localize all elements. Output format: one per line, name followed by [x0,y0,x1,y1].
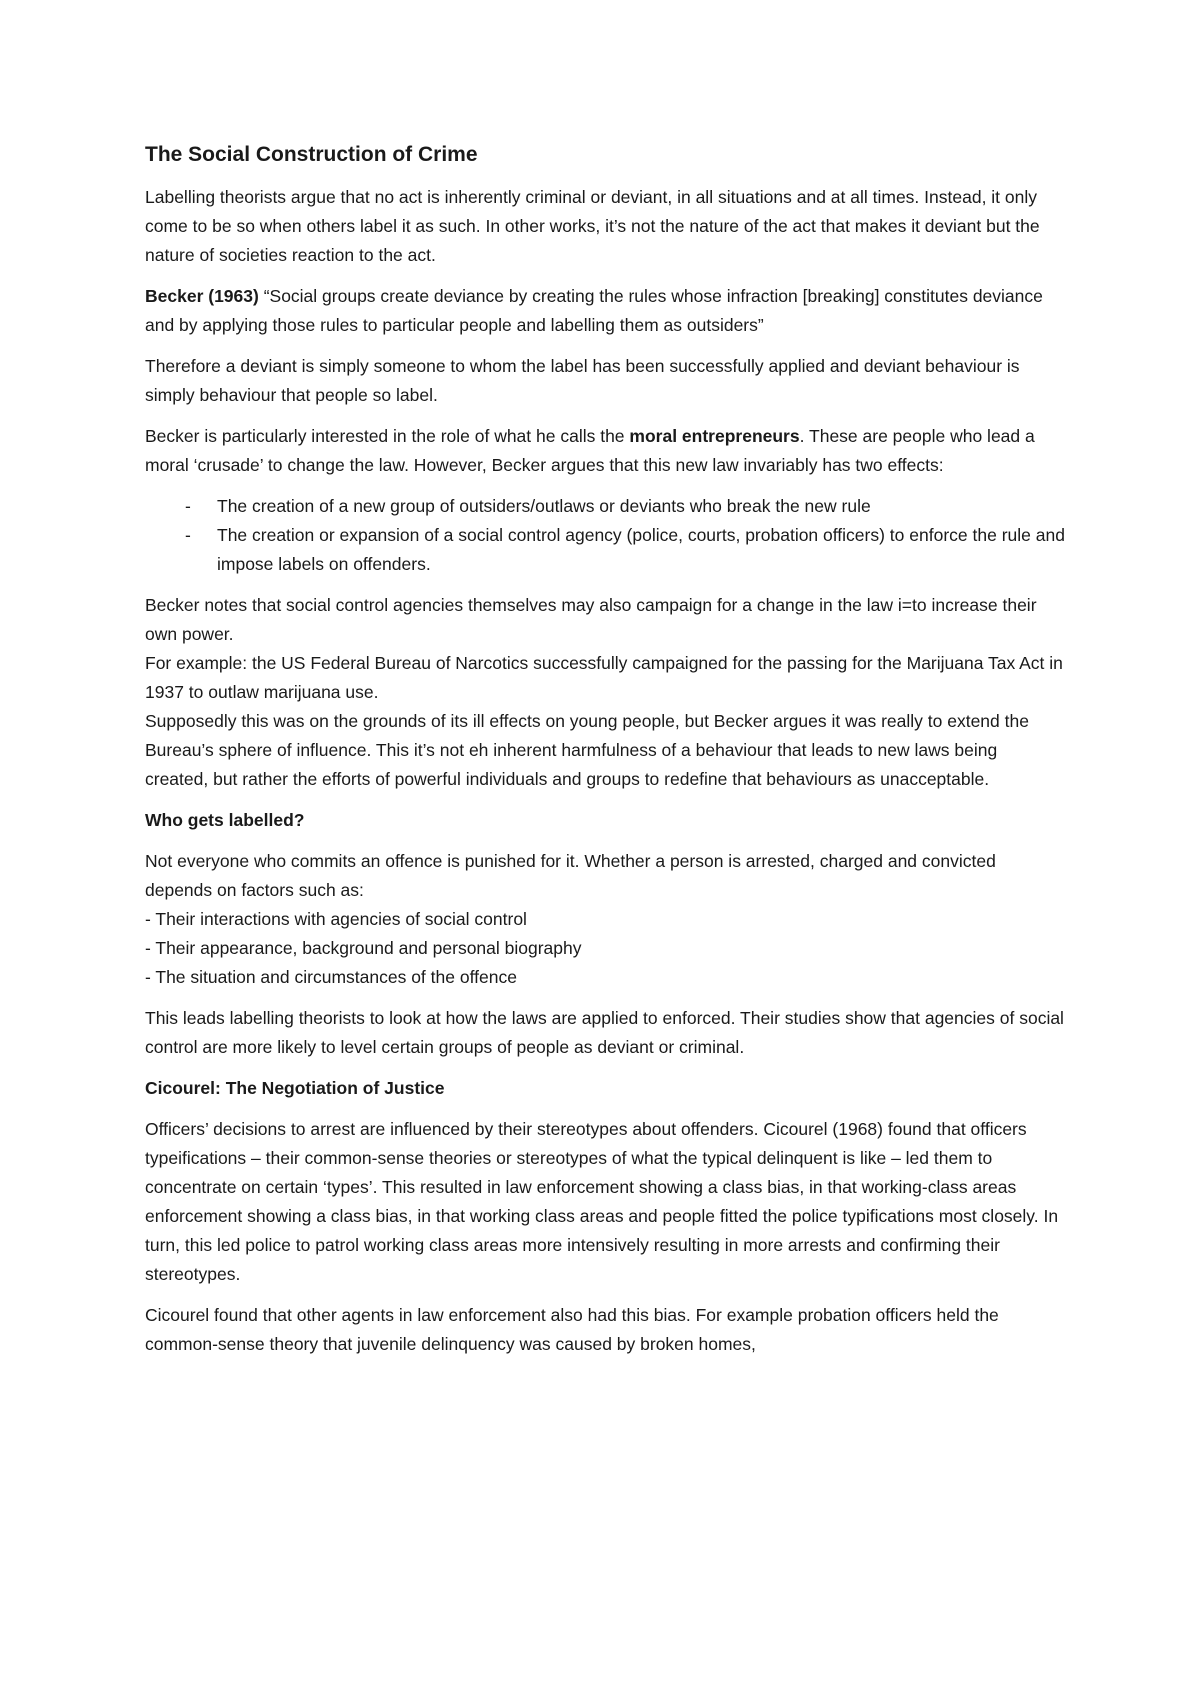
list-item [145,492,1065,521]
document-title: The Social Construction of Crime [145,143,478,166]
effect-text: The creation or expansion of a social control agency (police, courts, probation officers) to enforce the rule and impose labels on offenders. [217,525,1065,575]
moral-entrepreneurs-paragraph [145,422,1065,480]
list-item: - Their interactions with agencies of social control [145,909,527,930]
deviant-definition-paragraph: Therefore a deviant is simply someone to whom the label has been successfully applied and deviant behaviour is simply behaviour that people so label. [145,356,1020,406]
moral-entrepreneurs-text-after: . These are people who lead a moral ‘crusade’ to change the law. However, Becker argues that this new law invariably has two effects: [145,426,1035,476]
effect-text: The creation of a new group of outsiders/outlaws or deviants who break the new rule [217,496,871,517]
cicourel-officers-paragraph: Officers’ decisions to arrest are influenced by their stereotypes about offenders. Cicourel (1968) found that officers typeifications – their common-sense theories or stereotypes of what the typical delinquent is like – led them to concentrate on certain ‘types’. This resulted in law enforcement showing a class bias, in that working-class areas enforcement showing a class bias, in that working class areas and people fitted the police typifications most closely. In turn, this led police to patrol working class areas more intensively resulting in more arrests and confirming their stereotypes. [145,1119,1059,1285]
paragraph-line: Becker notes that social control agencies themselves may also campaign for a change in the law i=to increase their own power. [145,595,1037,645]
list-item [145,521,1065,579]
cicourel-probation-paragraph: Cicourel found that other agents in law enforcement also had this bias. For example probation officers held the common-sense theory that juvenile delinquency was caused by broken homes, [145,1305,999,1355]
paragraph-line: For example: the US Federal Bureau of Narcotics successfully campaigned for the passing for the Marijuana Tax Act in 1937 to outlaw marijuana use. [145,653,1063,703]
becker-quote-paragraph [145,282,1065,340]
list-item: - The situation and circumstances of the offence [145,967,517,988]
effects-list [145,492,1065,579]
section-heading-who-gets-labelled: Who gets labelled? [145,810,305,831]
list-item: - Their appearance, background and personal biography [145,938,582,959]
factors-block [145,847,1065,992]
section-heading-cicourel: Cicourel: The Negotiation of Justice [145,1078,445,1099]
dash-bullet: - [185,525,191,546]
intro-paragraph: Labelling theorists argue that no act is inherently criminal or deviant, in all situations and at all times. Instead, it only come to be so when others label it as such. In other works, it’s not the nature of the act that makes it deviant but the nature of societies reaction to the act. [145,187,1040,266]
moral-entrepreneurs-text-before: Becker is particularly interested in the role of what he calls the [145,426,630,447]
becker-quote-author: Becker (1963) [145,286,259,307]
labelling-studies-paragraph: This leads labelling theorists to look at how the laws are applied to enforced. Their studies show that agencies of social control are more likely to level certain groups of people as deviant or criminal. [145,1008,1064,1058]
document-page [145,140,1065,1359]
factors-intro: Not everyone who commits an offence is punished for it. Whether a person is arrested, charged and convicted depends on factors such as: [145,851,996,901]
becker-quote-text: “Social groups create deviance by creating the rules whose infraction [breaking] constitutes deviance and by applying those rules to particular people and labelling them as outsiders” [145,286,1043,336]
dash-bullet: - [185,496,191,517]
paragraph-line: Supposedly this was on the grounds of its ill effects on young people, but Becker argues it was really to extend the Bureau’s sphere of influence. This it’s not eh inherent harmfulness of a behaviour that leads to new laws being created, but rather the efforts of powerful individuals and groups to redefine that behaviours as unacceptable. [145,711,1029,790]
moral-entrepreneurs-term: moral entrepreneurs [629,426,800,447]
social-control-agencies-block [145,591,1065,794]
